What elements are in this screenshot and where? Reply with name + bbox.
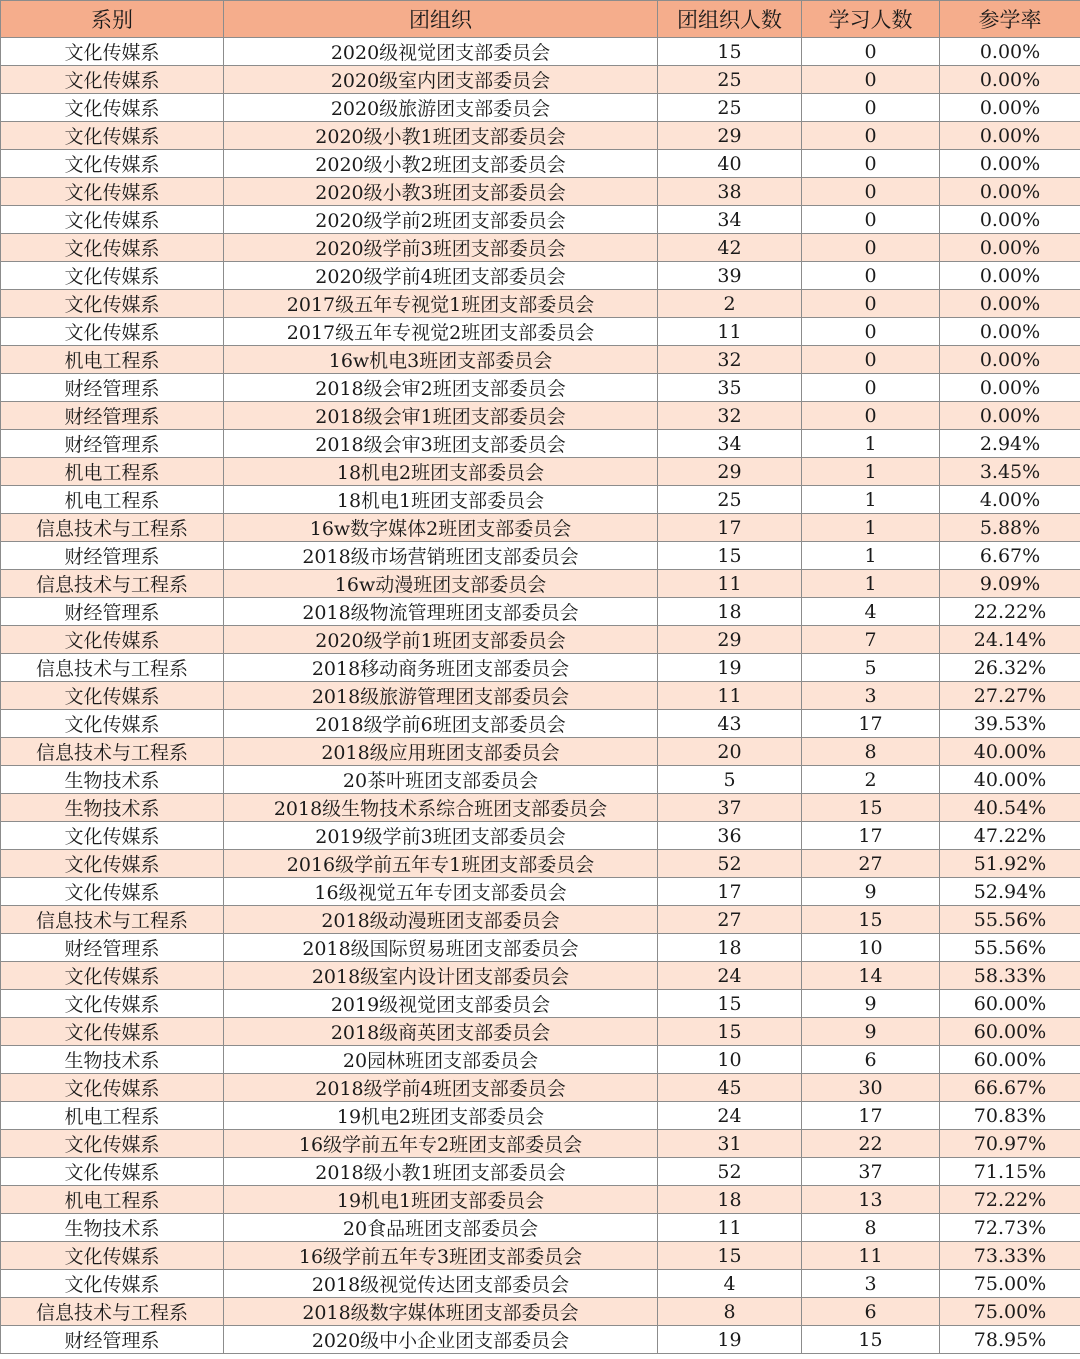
- cell-member-count: 11: [658, 1214, 802, 1242]
- cell-department: 财经管理系: [1, 402, 224, 430]
- cell-department: 文化传媒系: [1, 38, 224, 66]
- cell-department: 文化传媒系: [1, 962, 224, 990]
- cell-organization: 2018级学前4班团支部委员会: [224, 1074, 658, 1102]
- cell-participation-rate: 26.32%: [940, 654, 1080, 682]
- cell-participation-rate: 0.00%: [940, 318, 1080, 346]
- table-row: [1, 570, 1080, 598]
- cell-member-count: 18: [658, 1186, 802, 1214]
- cell-participation-rate: 78.95%: [940, 1326, 1080, 1354]
- cell-participation-rate: 3.45%: [940, 458, 1080, 486]
- header-participation-rate: 参学率: [940, 1, 1080, 38]
- cell-learner-count: 0: [802, 178, 940, 206]
- cell-department: 文化传媒系: [1, 178, 224, 206]
- cell-participation-rate: 0.00%: [940, 374, 1080, 402]
- cell-participation-rate: 0.00%: [940, 178, 1080, 206]
- cell-member-count: 43: [658, 710, 802, 738]
- table-row: [1, 626, 1080, 654]
- table-row: [1, 402, 1080, 430]
- cell-learner-count: 0: [802, 38, 940, 66]
- cell-organization: 2020级小教1班团支部委员会: [224, 122, 658, 150]
- cell-participation-rate: 0.00%: [940, 290, 1080, 318]
- cell-learner-count: 1: [802, 514, 940, 542]
- table-row: [1, 654, 1080, 682]
- cell-participation-rate: 52.94%: [940, 878, 1080, 906]
- cell-participation-rate: 60.00%: [940, 990, 1080, 1018]
- cell-participation-rate: 0.00%: [940, 150, 1080, 178]
- cell-learner-count: 15: [802, 906, 940, 934]
- cell-learner-count: 0: [802, 206, 940, 234]
- cell-department: 文化传媒系: [1, 710, 224, 738]
- cell-organization: 2020级小教3班团支部委员会: [224, 178, 658, 206]
- table-row: [1, 906, 1080, 934]
- cell-organization: 2018级生物技术系综合班团支部委员会: [224, 794, 658, 822]
- cell-learner-count: 6: [802, 1046, 940, 1074]
- table-row: [1, 1158, 1080, 1186]
- table-row: [1, 122, 1080, 150]
- cell-member-count: 15: [658, 1018, 802, 1046]
- cell-participation-rate: 71.15%: [940, 1158, 1080, 1186]
- table-row: [1, 150, 1080, 178]
- cell-department: 信息技术与工程系: [1, 514, 224, 542]
- cell-learner-count: 15: [802, 794, 940, 822]
- cell-member-count: 19: [658, 1326, 802, 1354]
- cell-participation-rate: 0.00%: [940, 234, 1080, 262]
- table-row: [1, 1242, 1080, 1270]
- cell-member-count: 52: [658, 1158, 802, 1186]
- cell-learner-count: 27: [802, 850, 940, 878]
- cell-learner-count: 9: [802, 1018, 940, 1046]
- cell-learner-count: 13: [802, 1186, 940, 1214]
- cell-learner-count: 0: [802, 374, 940, 402]
- table-row: [1, 38, 1080, 66]
- cell-member-count: 2: [658, 290, 802, 318]
- cell-organization: 20食品班团支部委员会: [224, 1214, 658, 1242]
- cell-organization: 2018级会审3班团支部委员会: [224, 430, 658, 458]
- table-row: [1, 990, 1080, 1018]
- cell-organization: 2020级视觉团支部委员会: [224, 38, 658, 66]
- cell-member-count: 25: [658, 94, 802, 122]
- cell-organization: 16w数字媒体2班团支部委员会: [224, 514, 658, 542]
- cell-participation-rate: 47.22%: [940, 822, 1080, 850]
- cell-organization: 2018级学前6班团支部委员会: [224, 710, 658, 738]
- cell-organization: 16级视觉五年专团支部委员会: [224, 878, 658, 906]
- cell-learner-count: 5: [802, 654, 940, 682]
- cell-organization: 2018移动商务班团支部委员会: [224, 654, 658, 682]
- cell-learner-count: 3: [802, 1270, 940, 1298]
- cell-organization: 2017级五年专视觉1班团支部委员会: [224, 290, 658, 318]
- cell-participation-rate: 51.92%: [940, 850, 1080, 878]
- cell-department: 文化传媒系: [1, 318, 224, 346]
- cell-member-count: 32: [658, 402, 802, 430]
- table-row: [1, 682, 1080, 710]
- header-department: 系别: [1, 1, 224, 38]
- cell-participation-rate: 0.00%: [940, 262, 1080, 290]
- table-row: [1, 262, 1080, 290]
- cell-participation-rate: 70.83%: [940, 1102, 1080, 1130]
- cell-department: 机电工程系: [1, 486, 224, 514]
- cell-organization: 2018级会审2班团支部委员会: [224, 374, 658, 402]
- cell-department: 信息技术与工程系: [1, 654, 224, 682]
- cell-organization: 16级学前五年专2班团支部委员会: [224, 1130, 658, 1158]
- cell-department: 文化传媒系: [1, 1270, 224, 1298]
- cell-organization: 2018级国际贸易班团支部委员会: [224, 934, 658, 962]
- cell-member-count: 4: [658, 1270, 802, 1298]
- table-row: [1, 878, 1080, 906]
- cell-member-count: 29: [658, 122, 802, 150]
- cell-learner-count: 4: [802, 598, 940, 626]
- cell-member-count: 27: [658, 906, 802, 934]
- cell-participation-rate: 5.88%: [940, 514, 1080, 542]
- table-row: [1, 1270, 1080, 1298]
- cell-learner-count: 17: [802, 822, 940, 850]
- cell-participation-rate: 40.00%: [940, 738, 1080, 766]
- cell-learner-count: 8: [802, 1214, 940, 1242]
- cell-organization: 16w机电3班团支部委员会: [224, 346, 658, 374]
- cell-member-count: 29: [658, 458, 802, 486]
- cell-department: 信息技术与工程系: [1, 906, 224, 934]
- cell-department: 文化传媒系: [1, 1130, 224, 1158]
- cell-participation-rate: 0.00%: [940, 206, 1080, 234]
- cell-department: 生物技术系: [1, 1214, 224, 1242]
- cell-participation-rate: 0.00%: [940, 38, 1080, 66]
- cell-member-count: 11: [658, 682, 802, 710]
- table-row: [1, 1074, 1080, 1102]
- table-row: [1, 514, 1080, 542]
- cell-learner-count: 6: [802, 1298, 940, 1326]
- cell-member-count: 40: [658, 150, 802, 178]
- cell-department: 文化传媒系: [1, 1158, 224, 1186]
- cell-learner-count: 0: [802, 262, 940, 290]
- cell-learner-count: 2: [802, 766, 940, 794]
- cell-member-count: 36: [658, 822, 802, 850]
- cell-member-count: 34: [658, 206, 802, 234]
- cell-organization: 2018级室内设计团支部委员会: [224, 962, 658, 990]
- cell-learner-count: 0: [802, 122, 940, 150]
- table-row: [1, 206, 1080, 234]
- table-row: [1, 850, 1080, 878]
- cell-organization: 18机电2班团支部委员会: [224, 458, 658, 486]
- table-row: [1, 66, 1080, 94]
- cell-department: 文化传媒系: [1, 94, 224, 122]
- cell-department: 财经管理系: [1, 598, 224, 626]
- cell-organization: 20园林班团支部委员会: [224, 1046, 658, 1074]
- table-row: [1, 234, 1080, 262]
- cell-learner-count: 11: [802, 1242, 940, 1270]
- table-row: [1, 1298, 1080, 1326]
- cell-learner-count: 7: [802, 626, 940, 654]
- cell-organization: 20茶叶班团支部委员会: [224, 766, 658, 794]
- cell-organization: 2020级中小企业团支部委员会: [224, 1326, 658, 1354]
- cell-participation-rate: 40.00%: [940, 766, 1080, 794]
- cell-organization: 2018级小教1班团支部委员会: [224, 1158, 658, 1186]
- cell-participation-rate: 0.00%: [940, 122, 1080, 150]
- table-row: [1, 318, 1080, 346]
- cell-organization: 2020级学前1班团支部委员会: [224, 626, 658, 654]
- cell-organization: 2018级商英团支部委员会: [224, 1018, 658, 1046]
- cell-department: 文化传媒系: [1, 262, 224, 290]
- cell-learner-count: 37: [802, 1158, 940, 1186]
- cell-department: 文化传媒系: [1, 150, 224, 178]
- cell-learner-count: 17: [802, 710, 940, 738]
- cell-department: 文化传媒系: [1, 990, 224, 1018]
- cell-organization: 16w动漫班团支部委员会: [224, 570, 658, 598]
- cell-department: 生物技术系: [1, 1046, 224, 1074]
- table-row: [1, 766, 1080, 794]
- cell-organization: 2018级物流管理班团支部委员会: [224, 598, 658, 626]
- cell-department: 财经管理系: [1, 430, 224, 458]
- cell-participation-rate: 27.27%: [940, 682, 1080, 710]
- cell-learner-count: 22: [802, 1130, 940, 1158]
- cell-department: 文化传媒系: [1, 206, 224, 234]
- cell-organization: 2020级室内团支部委员会: [224, 66, 658, 94]
- cell-member-count: 45: [658, 1074, 802, 1102]
- cell-learner-count: 15: [802, 1326, 940, 1354]
- cell-participation-rate: 9.09%: [940, 570, 1080, 598]
- cell-organization: 2019级视觉团支部委员会: [224, 990, 658, 1018]
- cell-department: 文化传媒系: [1, 822, 224, 850]
- cell-department: 财经管理系: [1, 374, 224, 402]
- cell-participation-rate: 4.00%: [940, 486, 1080, 514]
- cell-member-count: 15: [658, 1242, 802, 1270]
- cell-participation-rate: 75.00%: [940, 1270, 1080, 1298]
- cell-learner-count: 3: [802, 682, 940, 710]
- cell-department: 机电工程系: [1, 1186, 224, 1214]
- cell-member-count: 15: [658, 990, 802, 1018]
- cell-department: 财经管理系: [1, 934, 224, 962]
- cell-participation-rate: 2.94%: [940, 430, 1080, 458]
- cell-learner-count: 0: [802, 94, 940, 122]
- cell-participation-rate: 0.00%: [940, 346, 1080, 374]
- cell-organization: 19机电2班团支部委员会: [224, 1102, 658, 1130]
- cell-member-count: 29: [658, 626, 802, 654]
- cell-member-count: 35: [658, 374, 802, 402]
- cell-organization: 2018级旅游管理团支部委员会: [224, 682, 658, 710]
- cell-member-count: 11: [658, 570, 802, 598]
- table-row: [1, 1018, 1080, 1046]
- cell-member-count: 17: [658, 878, 802, 906]
- table-row: [1, 934, 1080, 962]
- cell-member-count: 5: [658, 766, 802, 794]
- cell-member-count: 32: [658, 346, 802, 374]
- cell-organization: 16级学前五年专3班团支部委员会: [224, 1242, 658, 1270]
- cell-department: 文化传媒系: [1, 1018, 224, 1046]
- cell-learner-count: 17: [802, 1102, 940, 1130]
- cell-learner-count: 0: [802, 346, 940, 374]
- cell-participation-rate: 24.14%: [940, 626, 1080, 654]
- table-row: [1, 346, 1080, 374]
- cell-member-count: 34: [658, 430, 802, 458]
- cell-member-count: 11: [658, 318, 802, 346]
- table-row: [1, 710, 1080, 738]
- cell-organization: 2020级学前3班团支部委员会: [224, 234, 658, 262]
- cell-organization: 2020级小教2班团支部委员会: [224, 150, 658, 178]
- cell-learner-count: 1: [802, 430, 940, 458]
- cell-department: 机电工程系: [1, 1102, 224, 1130]
- header-organization: 团组织: [224, 1, 658, 38]
- cell-participation-rate: 72.22%: [940, 1186, 1080, 1214]
- cell-participation-rate: 70.97%: [940, 1130, 1080, 1158]
- cell-member-count: 25: [658, 66, 802, 94]
- cell-member-count: 19: [658, 654, 802, 682]
- cell-department: 文化传媒系: [1, 234, 224, 262]
- cell-organization: 2018级应用班团支部委员会: [224, 738, 658, 766]
- cell-member-count: 10: [658, 1046, 802, 1074]
- cell-member-count: 24: [658, 1102, 802, 1130]
- cell-organization: 2017级五年专视觉2班团支部委员会: [224, 318, 658, 346]
- cell-learner-count: 9: [802, 990, 940, 1018]
- cell-organization: 2020级旅游团支部委员会: [224, 94, 658, 122]
- table-row: [1, 962, 1080, 990]
- cell-member-count: 20: [658, 738, 802, 766]
- table-row: [1, 1102, 1080, 1130]
- table-row: [1, 94, 1080, 122]
- cell-participation-rate: 0.00%: [940, 402, 1080, 430]
- cell-learner-count: 8: [802, 738, 940, 766]
- cell-department: 财经管理系: [1, 542, 224, 570]
- cell-member-count: 17: [658, 514, 802, 542]
- cell-participation-rate: 60.00%: [940, 1018, 1080, 1046]
- cell-participation-rate: 60.00%: [940, 1046, 1080, 1074]
- cell-organization: 2018级视觉传达团支部委员会: [224, 1270, 658, 1298]
- cell-member-count: 25: [658, 486, 802, 514]
- cell-organization: 2018级动漫班团支部委员会: [224, 906, 658, 934]
- cell-department: 生物技术系: [1, 766, 224, 794]
- cell-member-count: 52: [658, 850, 802, 878]
- cell-member-count: 15: [658, 542, 802, 570]
- cell-organization: 2016级学前五年专1班团支部委员会: [224, 850, 658, 878]
- cell-learner-count: 1: [802, 542, 940, 570]
- cell-member-count: 37: [658, 794, 802, 822]
- cell-department: 机电工程系: [1, 346, 224, 374]
- cell-participation-rate: 72.73%: [940, 1214, 1080, 1242]
- table-row: [1, 1046, 1080, 1074]
- cell-participation-rate: 55.56%: [940, 906, 1080, 934]
- cell-member-count: 42: [658, 234, 802, 262]
- cell-member-count: 31: [658, 1130, 802, 1158]
- cell-department: 文化传媒系: [1, 878, 224, 906]
- cell-participation-rate: 73.33%: [940, 1242, 1080, 1270]
- cell-member-count: 18: [658, 598, 802, 626]
- cell-department: 文化传媒系: [1, 682, 224, 710]
- cell-learner-count: 1: [802, 486, 940, 514]
- cell-department: 信息技术与工程系: [1, 738, 224, 766]
- cell-department: 文化传媒系: [1, 290, 224, 318]
- cell-learner-count: 14: [802, 962, 940, 990]
- table-row: [1, 542, 1080, 570]
- cell-learner-count: 1: [802, 458, 940, 486]
- cell-organization: 2018级会审1班团支部委员会: [224, 402, 658, 430]
- table-row: [1, 290, 1080, 318]
- header-learner-count: 学习人数: [802, 1, 940, 38]
- cell-member-count: 18: [658, 934, 802, 962]
- cell-organization: 2020级学前2班团支部委员会: [224, 206, 658, 234]
- cell-participation-rate: 58.33%: [940, 962, 1080, 990]
- cell-participation-rate: 0.00%: [940, 94, 1080, 122]
- cell-participation-rate: 22.22%: [940, 598, 1080, 626]
- header-row: [1, 1, 1080, 38]
- cell-participation-rate: 39.53%: [940, 710, 1080, 738]
- cell-learner-count: 0: [802, 234, 940, 262]
- table-row: [1, 1214, 1080, 1242]
- cell-organization: 18机电1班团支部委员会: [224, 486, 658, 514]
- table-row: [1, 738, 1080, 766]
- cell-learner-count: 10: [802, 934, 940, 962]
- cell-department: 文化传媒系: [1, 122, 224, 150]
- cell-department: 文化传媒系: [1, 626, 224, 654]
- table-row: [1, 1326, 1080, 1354]
- cell-organization: 2019级学前3班团支部委员会: [224, 822, 658, 850]
- cell-participation-rate: 75.00%: [940, 1298, 1080, 1326]
- cell-member-count: 24: [658, 962, 802, 990]
- cell-participation-rate: 0.00%: [940, 66, 1080, 94]
- cell-member-count: 8: [658, 1298, 802, 1326]
- table-row: [1, 486, 1080, 514]
- cell-learner-count: 0: [802, 66, 940, 94]
- table-row: [1, 374, 1080, 402]
- cell-department: 文化传媒系: [1, 1074, 224, 1102]
- cell-department: 文化传媒系: [1, 850, 224, 878]
- cell-learner-count: 1: [802, 570, 940, 598]
- cell-department: 文化传媒系: [1, 1242, 224, 1270]
- table-row: [1, 794, 1080, 822]
- cell-department: 文化传媒系: [1, 66, 224, 94]
- cell-department: 信息技术与工程系: [1, 570, 224, 598]
- cell-department: 生物技术系: [1, 794, 224, 822]
- cell-learner-count: 0: [802, 318, 940, 346]
- cell-learner-count: 0: [802, 402, 940, 430]
- cell-participation-rate: 40.54%: [940, 794, 1080, 822]
- cell-organization: 19机电1班团支部委员会: [224, 1186, 658, 1214]
- cell-participation-rate: 66.67%: [940, 1074, 1080, 1102]
- table-row: [1, 1130, 1080, 1158]
- cell-department: 机电工程系: [1, 458, 224, 486]
- table-row: [1, 822, 1080, 850]
- cell-department: 信息技术与工程系: [1, 1298, 224, 1326]
- cell-member-count: 38: [658, 178, 802, 206]
- cell-organization: 2020级学前4班团支部委员会: [224, 262, 658, 290]
- cell-member-count: 15: [658, 38, 802, 66]
- cell-learner-count: 0: [802, 290, 940, 318]
- table-row: [1, 178, 1080, 206]
- cell-organization: 2018级数字媒体班团支部委员会: [224, 1298, 658, 1326]
- table-row: [1, 430, 1080, 458]
- cell-department: 财经管理系: [1, 1326, 224, 1354]
- header-member-count: 团组织人数: [658, 1, 802, 38]
- cell-learner-count: 0: [802, 150, 940, 178]
- cell-learner-count: 30: [802, 1074, 940, 1102]
- cell-organization: 2018级市场营销班团支部委员会: [224, 542, 658, 570]
- table-row: [1, 458, 1080, 486]
- table-row: [1, 598, 1080, 626]
- table-body: [1, 38, 1080, 1354]
- cell-member-count: 39: [658, 262, 802, 290]
- cell-participation-rate: 55.56%: [940, 934, 1080, 962]
- table-row: [1, 1186, 1080, 1214]
- cell-participation-rate: 6.67%: [940, 542, 1080, 570]
- cell-learner-count: 9: [802, 878, 940, 906]
